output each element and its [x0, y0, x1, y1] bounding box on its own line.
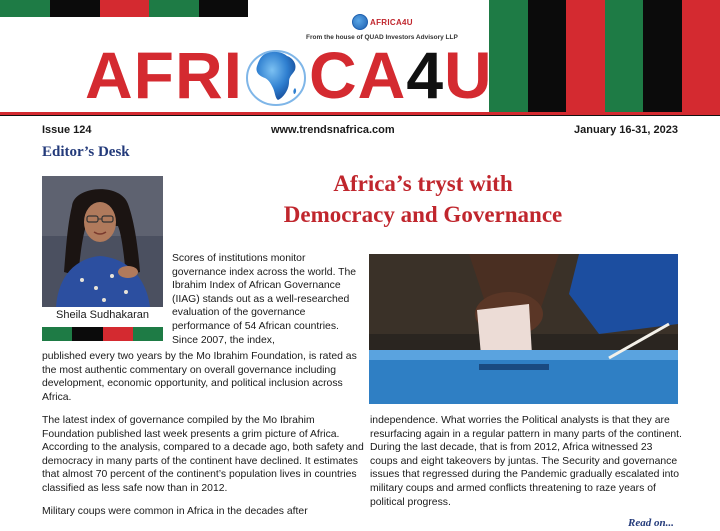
issue-date: January 16-31, 2023 — [574, 124, 678, 136]
small-logo-text: AFRICA4U — [370, 17, 413, 27]
top-right-flag-stripes — [489, 0, 720, 112]
masthead — [85, 38, 493, 112]
publisher-line: From the house of QUAD Investors Advisory LLP — [306, 34, 458, 41]
paragraph-1-part-1: Scores of institutions monitor governance index across the world. The Ibrahim Index of African Governance (IIAG) stands out as a well-researched evaluation of the governance performance of 54 African countries. Since 2007, the index, — [172, 253, 357, 346]
africa-globe-icon — [245, 44, 307, 106]
section-title: Editor’s Desk — [42, 144, 130, 160]
paragraph-4: independence. What worries the Political analysts is that they are resurfacing again in a regular pattern in many parts of the continent. During the last decade, that is from 2012, Africa witnessed 23 coups and eight takeovers by juntas. The Security and governance issues that regressed during the Pandemic gradually escalated into military coups and armed conflicts threatening to raze years of political progress. — [370, 415, 682, 508]
editor-photo — [42, 176, 163, 307]
masthead-rule-black — [0, 115, 720, 116]
issue-number: Issue 124 — [42, 124, 92, 136]
masthead-ca: CA — [308, 38, 407, 112]
masthead-u: U — [444, 38, 493, 112]
masthead-4: 4 — [406, 38, 445, 112]
top-left-stripe — [0, 0, 248, 17]
paragraph-1-part-2: published every two years by the Mo Ibrahim Foundation, is rated as the most authentic commentary on overall governance including development, economic opportunity, and political inclusion across Africa. — [42, 351, 357, 403]
website-link[interactable]: www.trendsnafrica.com — [270, 124, 395, 136]
editor-name: Sheila Sudhakaran — [56, 309, 149, 321]
headline-line-2: Democracy and Governance — [283, 202, 563, 227]
photo-flag-stripes — [42, 327, 163, 341]
headline — [248, 168, 598, 230]
headline-line-1: Africa’s tryst with — [333, 171, 513, 196]
issue-info-row — [42, 124, 678, 136]
paragraph-3: Military coups were common in Africa in the decades after — [42, 506, 308, 517]
globe-icon — [352, 14, 368, 30]
read-on-link[interactable]: Read on... — [628, 517, 674, 529]
masthead-afri: AFRI — [85, 38, 243, 112]
ballot-box-photo — [369, 254, 678, 404]
small-logo — [352, 14, 413, 30]
paragraph-2: The latest index of governance compiled by the Mo Ibrahim Foundation published last week presents a grim picture of Africa. According to the analysis, compared to a decade ago, both safety and democracy in many parts of the continent have declined. It estimates that almost 70 percent of the continent’s population lives in countries classified as less safe now than in 2012. — [42, 415, 364, 494]
